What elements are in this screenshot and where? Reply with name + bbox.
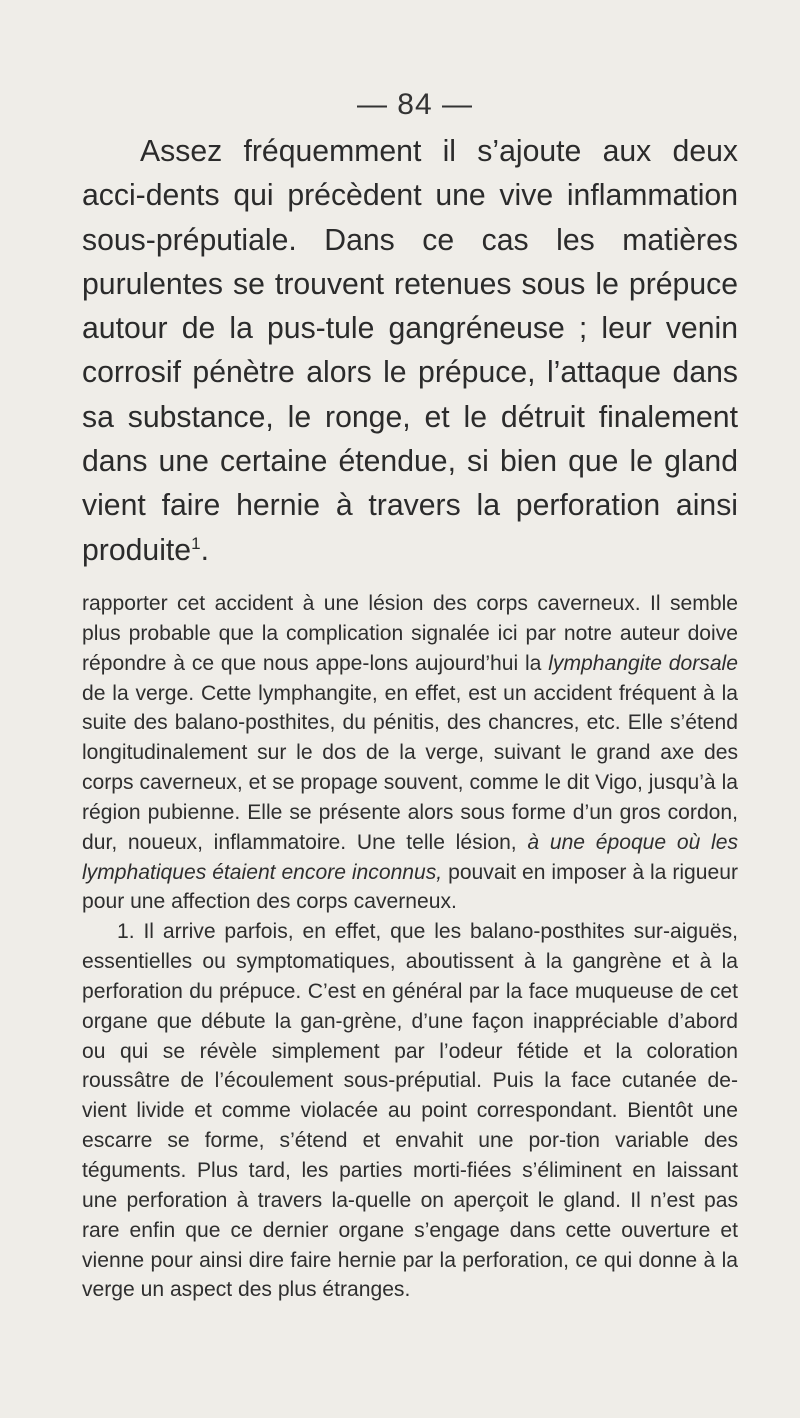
page-number: — 84 — [356, 88, 474, 121]
footnotes [82, 589, 738, 1305]
footnote-italic-term: lymphangite dorsale [548, 651, 738, 675]
footnote-1-text: Il arrive parfois, en effet, que les balano-posthites sur-aiguës, essentielles ou symptomatiques, aboutissent à la gangrène et à la perforation du prépuce. C’est en général par la face muqueuse de cet organe que débute la gan-grène, d’une façon inappréciable d’abord ou qui se révèle simplement par l’odeur fétide et la coloration roussâtre de l’écoulement sous-préputial. Puis la face cutanée de-vient livide et comme violacée au point correspondant. Bientôt une escarre se forme, s’étend et envahit une por-tion variable des téguments. Plus tard, les parties morti-fiées s’éliminent en laissant une perforation à travers la-quelle on aperçoit le gland. Il n’est pas rare enfin que ce dernier organe s’engage dans cette ouverture et vienne pour ainsi dire faire hernie par la perforation, ce qui donne à la verge un aspect des plus étranges. [82, 920, 738, 1302]
footnote-continuation-part-2: de la verge. Cette lymphangite, en effet, est un accident fréquent à la suite des balano-posthites, du pénitis, des chancres, etc. Elle s’étend longitudinalement sur le dos de la verge, suivant le grand axe des corps caverneux, et se propage souvent, comme le dit Vigo, jusqu’à la région pubienne. Elle se présente alors sous forme d’un gros cordon, dur, noueux, inflammatoire. Une telle lésion, [82, 681, 738, 854]
footnote-1-marker: 1. [117, 920, 135, 944]
footnote-reference-marker: 1 [191, 533, 201, 553]
main-paragraph [82, 130, 738, 573]
main-paragraph-end: . [200, 533, 209, 567]
main-paragraph-text: Assez fréquemment il s’ajoute aux deux acci-dents qui précèdent une vive inflammation sous-préputiale. Dans ce cas les matières purulentes se trouvent retenues sous le prépuce autour de la pus-tule gangréneuse ; leur venin corrosif pénètre alors le prépuce, l’attaque dans sa substance, le ronge, et le détruit finalement dans une certaine étendue, si bien que le gland vient faire hernie à travers la perforation ainsi produite [82, 135, 738, 567]
footnote-1 [82, 917, 738, 1305]
footnote-continuation [82, 589, 738, 917]
footnote-continuation-part-1: rapporter cet accident à une lésion des corps caverneux. Il semble plus probable que la complication signalée ici par notre auteur doive répondre à ce que nous appe-lons aujourd’hui la [82, 591, 738, 675]
footnote-continuation-part-3: pouvait en imposer à la rigueur pour une affection des corps caverneux. [82, 860, 738, 914]
footnote-italic-phrase: à une époque où les lymphatiques étaient encore inconnus, [82, 830, 738, 884]
